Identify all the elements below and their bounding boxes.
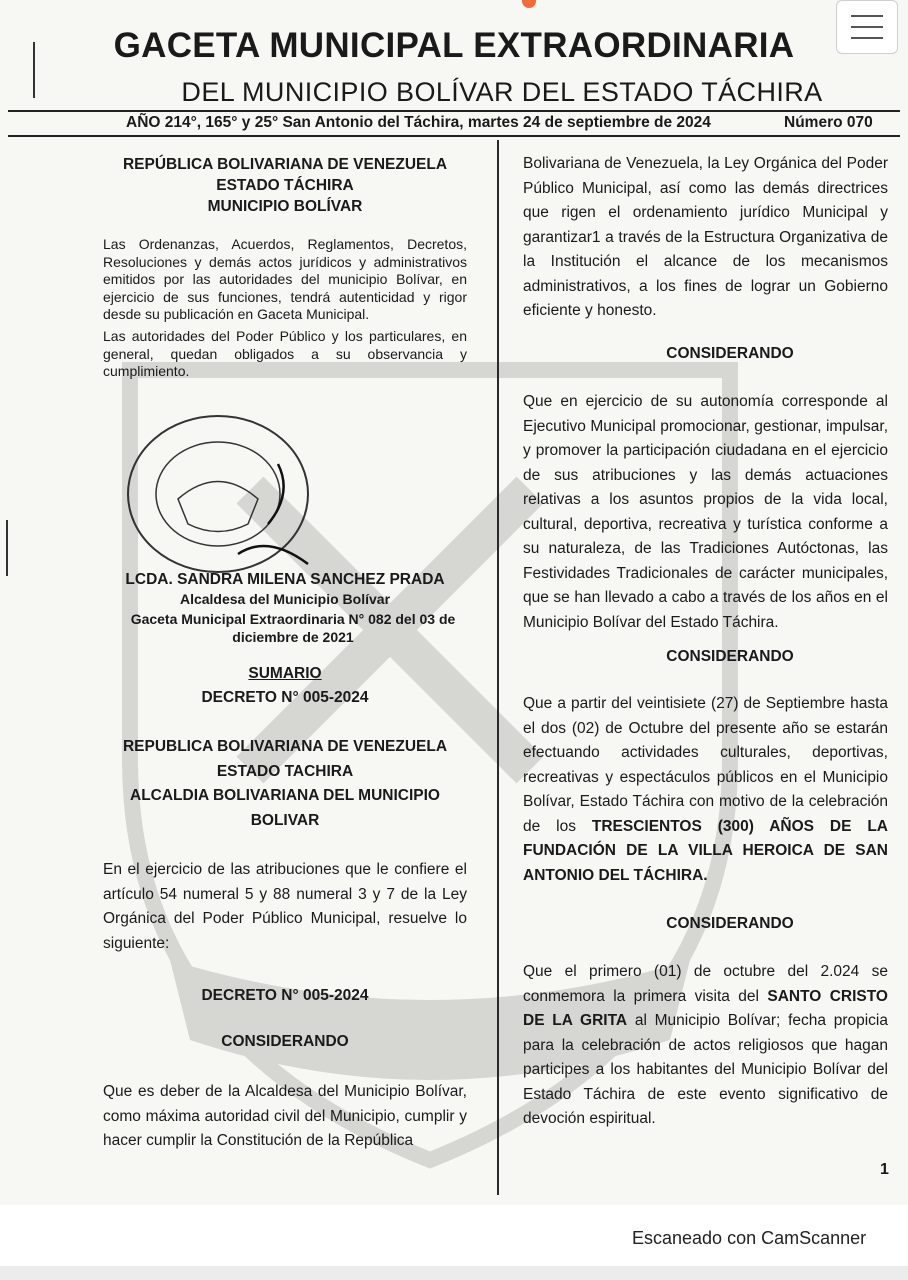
rule: [8, 135, 900, 137]
considerando-paragraph: [523, 960, 888, 1132]
signatory-name: LCDA. SANDRA MILENA SANCHEZ PRADA: [125, 571, 445, 588]
scanner-watermark: Escaneado con CamScanner: [632, 1228, 867, 1248]
considerando-heading: CONSIDERANDO: [666, 915, 794, 932]
column-divider: [497, 140, 499, 1195]
anniversary-highlight: TRESCIENTOS (300) AÑOS DE LA FUNDACIÓN DE LA VILLA HEROICA DE SAN ANTONIO DEL TÁCHIRA.: [523, 817, 888, 884]
gazette-subtitle: DEL MUNICIPIO BOLÍVAR DEL ESTADO TÁCHIRA: [181, 77, 823, 107]
orange-indicator-dot: [522, 0, 536, 8]
considerando-paragraph: [523, 692, 888, 888]
continued-paragraph: Bolivariana de Venezuela, la Ley Orgánica del Poder Público Municipal, así como las demás directrices que rigen el ordenamiento jurídico Municipal y garantizar1 a través de la Estructura Organizativa de la Institución el alcance de los mecanismos administrativos, a los fines de lograr un Gobierno eficiente y honesto.: [523, 155, 888, 319]
margin-mark: [6, 520, 8, 576]
decreto-heading: DECRETO N° 005-2024: [201, 987, 369, 1004]
sumario-decreto: DECRETO N° 005-2024: [201, 689, 369, 706]
gazette-reference: Gaceta Municipal Extraordinaria N° 082 del 03 de diciembre de 2021: [130, 611, 456, 645]
signatory-role: Alcaldesa del Municipio Bolívar: [179, 591, 391, 607]
paragraph-text: al Municipio Bolívar; fecha propicia para la celebración de actos religiosos que hagan participes a los habitantes del Municipio Bolívar del Estado Táchira de este evento significativo de devoción espiritual.: [523, 1012, 888, 1127]
issue-number: Número 070: [784, 114, 873, 131]
considerando-heading: CONSIDERANDO: [666, 648, 794, 665]
paragraph-text: Que a partir del veintisiete (27) de Septiembre hasta el dos (02) de Octubre del presente año se estarán efectuando actividades culturales, deportivas, recreativas y espectáculos públicos en el Municipio Bolívar, Estado Táchira con motivo de la celebración de los: [523, 695, 888, 835]
header-line: REPUBLICA BOLIVARIANA DE VENEZUELA: [122, 738, 448, 755]
dateline: AÑO 214°, 165° y 25° San Antonio del Táchira, martes 24 de septiembre de 2024: [126, 114, 711, 131]
resolution-paragraph: En el ejercicio de las atribuciones que le confiere el artículo 54 numeral 5 y 88 numeral 3 y 7 de la Ley Orgánica del Poder Público Municipal, resuelve lo siguiente:: [103, 861, 467, 952]
header-line: ALCALDIA BOLIVARIANA DEL MUNICIPIO: [130, 787, 440, 804]
considerando-paragraph: Que en ejercicio de su autonomía corresponde al Ejecutivo Municipal promocionar, gestionar, impulsar, y promover la participación ciudadana en el ejercicio de sus atribuciones y las demás actuaciones relativas a los asuntos propios de la vida local, cultural, deportiva, recreativa y turística conforme a su naturaleza, de las Tradiciones Autóctonas, las Festividades Tradicionales de carácter municipales, que se han llevado a cabo a través de los años en el Municipio Bolívar del Estado Táchira.: [523, 393, 888, 631]
rule: [8, 110, 900, 112]
page-number: 1: [880, 1161, 889, 1178]
header-line: ESTADO TACHIRA: [216, 762, 354, 780]
intro-paragraph: Las Ordenanzas, Acuerdos, Reglamentos, Decretos, Resoluciones y demás actos jurídicos y administrativos emitidos por las autoridades del municipio Bolívar, en ejercicio de sus funciones, tendrá autenticidad y rigor desde su publicación en Gaceta Municipal.: [103, 236, 467, 322]
sumario-heading: SUMARIO: [248, 665, 322, 682]
header-line: REPÚBLICA BOLIVARIANA DE VENEZUELA: [122, 156, 448, 173]
header-block: [103, 735, 467, 833]
bottom-bar: [0, 1266, 908, 1280]
gazette-title: GACETA MUNICIPAL EXTRAORDINARIA: [113, 26, 795, 65]
header-line: BOLIVAR: [250, 811, 320, 829]
considerando-heading: CONSIDERANDO: [221, 1033, 349, 1050]
header-block: [103, 154, 467, 217]
header-line: MUNICIPIO BOLÍVAR: [207, 198, 363, 215]
paragraph-text: Que el primero (01) de octubre del 2.024 se conmemora la primera visita del: [523, 963, 888, 1005]
considerando-heading: CONSIDERANDO: [666, 345, 794, 362]
intro-paragraph: Las autoridades del Poder Público y los particulares, en general, quedan obligados a su observancia y cumplimiento.: [103, 328, 467, 379]
municipal-seal-stamp: [118, 404, 318, 594]
santo-cristo-highlight: SANTO CRISTO DE LA GRITA: [523, 987, 888, 1029]
considerando-paragraph: Que es deber de la Alcaldesa del Municipio Bolívar, como máxima autoridad civil del Municipio, cumplir y hacer cumplir la Constitución de la República: [103, 1083, 467, 1149]
header-line: ESTADO TÁCHIRA: [216, 177, 354, 194]
